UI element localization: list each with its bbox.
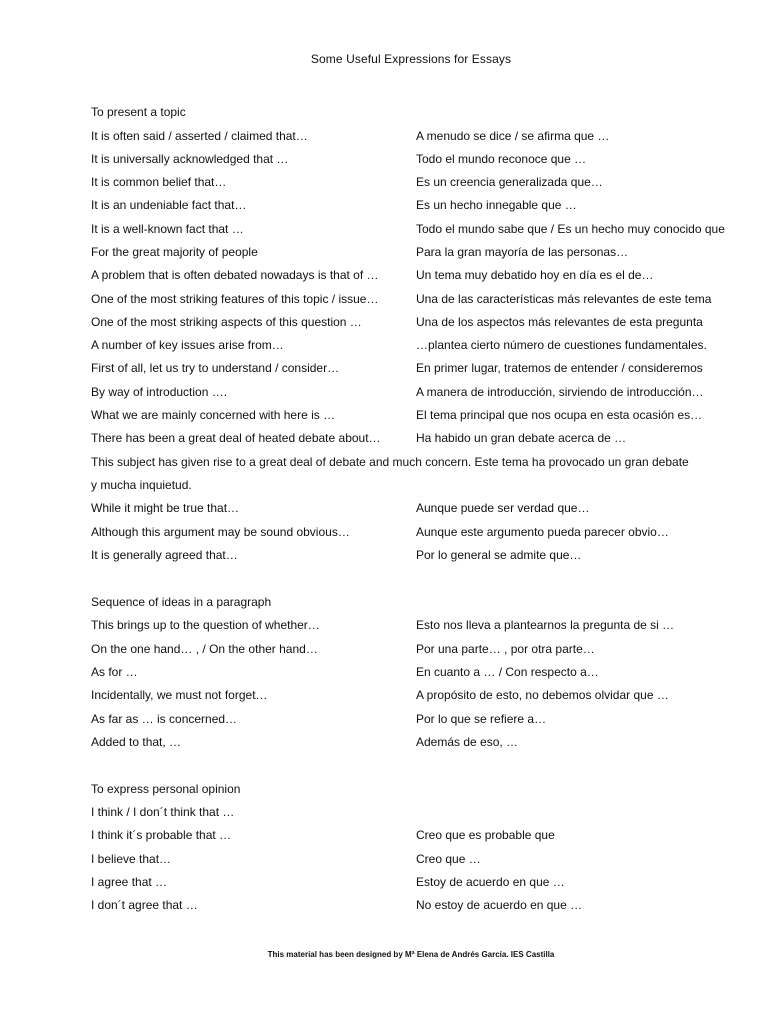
full-width-line bbox=[0, 476, 768, 494]
phrase-row bbox=[0, 826, 768, 844]
english-phrase: As far as … is concerned… bbox=[91, 712, 238, 726]
english-phrase: It is often said / asserted / claimed that… bbox=[91, 129, 308, 143]
phrase-row bbox=[0, 359, 768, 377]
spanish-phrase: Aunque puede ser verdad que… bbox=[416, 501, 590, 515]
phrase-row bbox=[0, 896, 768, 914]
english-phrase: Added to that, … bbox=[91, 735, 182, 749]
phrase-row bbox=[0, 383, 768, 401]
english-phrase: This brings up to the question of whether… bbox=[91, 618, 320, 632]
spanish-phrase: Es un hecho innegable que … bbox=[416, 198, 577, 212]
spanish-phrase: En primer lugar, tratemos de entender / consideremos bbox=[416, 361, 703, 375]
english-phrase: It is universally acknowledged that … bbox=[91, 152, 289, 166]
spanish-phrase: Esto nos lleva a plantearnos la pregunta de si … bbox=[416, 618, 675, 632]
spanish-phrase: Además de eso, … bbox=[416, 735, 519, 749]
spanish-phrase: Por lo que se refiere a… bbox=[416, 712, 547, 726]
english-phrase: There has been a great deal of heated debate about… bbox=[91, 431, 381, 445]
spanish-phrase: No estoy de acuerdo en que … bbox=[416, 898, 583, 912]
english-phrase: A problem that is often debated nowadays is that of … bbox=[91, 268, 379, 282]
spanish-phrase: Ha habido un gran debate acerca de … bbox=[416, 431, 627, 445]
phrase-row bbox=[0, 406, 768, 424]
spanish-phrase: Aunque este argumento pueda parecer obvio… bbox=[416, 525, 669, 539]
section-heading: To present a topic bbox=[91, 105, 186, 119]
spanish-phrase: Por una parte… , por otra parte… bbox=[416, 642, 595, 656]
phrase-row bbox=[0, 266, 768, 284]
phrase-row bbox=[0, 803, 768, 821]
document-title: Some Useful Expressions for Essays bbox=[310, 52, 512, 66]
phrase-row bbox=[0, 313, 768, 331]
spanish-phrase: Creo que … bbox=[416, 852, 481, 866]
english-phrase: First of all, let us try to understand / consider… bbox=[91, 361, 340, 375]
english-phrase: I don´t agree that … bbox=[91, 898, 198, 912]
full-width-text: y mucha inquietud. bbox=[91, 478, 192, 492]
spanish-phrase: …plantea cierto número de cuestiones fundamentales. bbox=[416, 338, 707, 352]
phrase-row bbox=[0, 150, 768, 168]
phrase-row bbox=[0, 640, 768, 658]
english-phrase: Although this argument may be sound obvious… bbox=[91, 525, 350, 539]
english-phrase: One of the most striking aspects of this question … bbox=[91, 315, 362, 329]
full-width-text: This subject has given rise to a great deal of debate and much concern. Este tema ha provocado un gran debate bbox=[91, 455, 689, 469]
english-phrase: It is a well-known fact that … bbox=[91, 222, 244, 236]
phrase-row bbox=[0, 290, 768, 308]
phrase-row bbox=[0, 336, 768, 354]
spanish-phrase: Para la gran mayoría de las personas… bbox=[416, 245, 629, 259]
english-phrase: It is generally agreed that… bbox=[91, 548, 238, 562]
spanish-phrase: En cuanto a … / Con respecto a… bbox=[416, 665, 599, 679]
footer-credit: This material has been designed by Mª Elena de Andrés García. IES Castilla bbox=[267, 950, 555, 959]
spanish-phrase: Creo que es probable que bbox=[416, 828, 555, 842]
english-phrase: While it might be true that… bbox=[91, 501, 240, 515]
spanish-phrase: Todo el mundo reconoce que … bbox=[416, 152, 587, 166]
phrase-row bbox=[0, 499, 768, 517]
english-phrase: It is common belief that… bbox=[91, 175, 227, 189]
phrase-row bbox=[0, 710, 768, 728]
section-heading: Sequence of ideas in a paragraph bbox=[91, 595, 272, 609]
english-phrase: I think it´s probable that … bbox=[91, 828, 232, 842]
spanish-phrase: A menudo se dice / se afirma que … bbox=[416, 129, 610, 143]
spanish-phrase: Una de las características más relevantes de este tema bbox=[416, 292, 712, 306]
phrase-row bbox=[0, 523, 768, 541]
spanish-phrase: Un tema muy debatido hoy en día es el de… bbox=[416, 268, 654, 282]
phrase-row bbox=[0, 196, 768, 214]
english-phrase: I think / I don´t think that … bbox=[91, 805, 235, 819]
english-phrase: Incidentally, we must not forget… bbox=[91, 688, 268, 702]
phrase-row bbox=[0, 616, 768, 634]
spanish-phrase: Una de los aspectos más relevantes de esta pregunta bbox=[416, 315, 703, 329]
phrase-row bbox=[0, 850, 768, 868]
full-width-line bbox=[0, 453, 768, 471]
english-phrase: On the one hand… , / On the other hand… bbox=[91, 642, 318, 656]
english-phrase: It is an undeniable fact that… bbox=[91, 198, 247, 212]
spanish-phrase: A manera de introducción, sirviendo de introducción… bbox=[416, 385, 704, 399]
phrase-row bbox=[0, 429, 768, 447]
english-phrase: One of the most striking features of this topic / issue… bbox=[91, 292, 379, 306]
spanish-phrase: Por lo general se admite que… bbox=[416, 548, 582, 562]
spanish-phrase: Estoy de acuerdo en que … bbox=[416, 875, 565, 889]
english-phrase: As for … bbox=[91, 665, 138, 679]
phrase-row bbox=[0, 686, 768, 704]
spanish-phrase: El tema principal que nos ocupa en esta ocasión es… bbox=[416, 408, 703, 422]
phrase-row bbox=[0, 663, 768, 681]
spanish-phrase: Todo el mundo sabe que / Es un hecho muy conocido que bbox=[416, 222, 725, 236]
phrase-row bbox=[0, 173, 768, 191]
phrase-row bbox=[0, 546, 768, 564]
english-phrase: What we are mainly concerned with here is … bbox=[91, 408, 336, 422]
spanish-phrase: Es un creencia generalizada que… bbox=[416, 175, 603, 189]
phrase-row bbox=[0, 873, 768, 891]
english-phrase: A number of key issues arise from… bbox=[91, 338, 284, 352]
english-phrase: For the great majority of people bbox=[91, 245, 258, 259]
phrase-row bbox=[0, 127, 768, 145]
phrase-row bbox=[0, 733, 768, 751]
english-phrase: I believe that… bbox=[91, 852, 172, 866]
english-phrase: By way of introduction …. bbox=[91, 385, 228, 399]
spanish-phrase: A propósito de esto, no debemos olvidar que … bbox=[416, 688, 669, 702]
phrase-row bbox=[0, 220, 768, 238]
section-heading: To express personal opinion bbox=[91, 782, 241, 796]
phrase-row bbox=[0, 243, 768, 261]
english-phrase: I agree that … bbox=[91, 875, 168, 889]
